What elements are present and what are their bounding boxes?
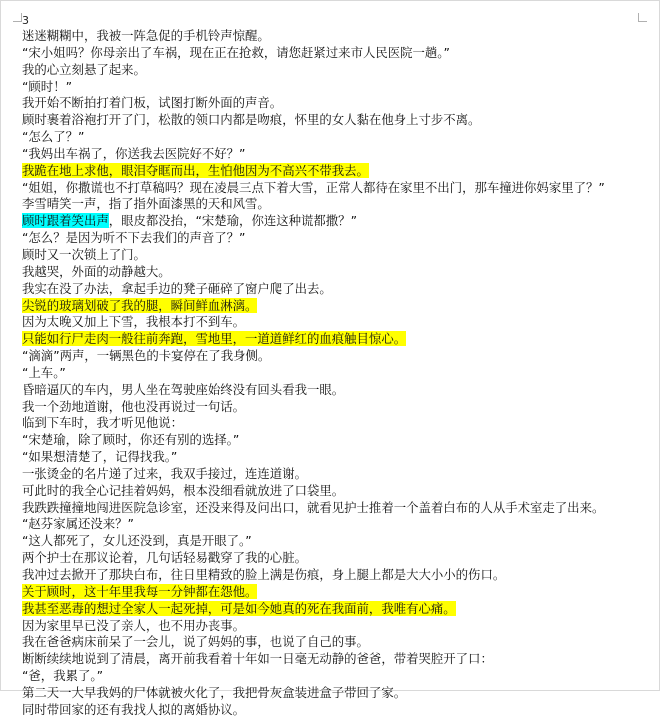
paragraph-line bbox=[22, 247, 652, 264]
paragraph-line bbox=[22, 601, 652, 618]
paragraph-line bbox=[22, 651, 652, 668]
text-run: “这人都死了，女儿还没到，真是开眼了。” bbox=[22, 533, 252, 549]
paragraph-line bbox=[22, 533, 652, 550]
paragraph-line bbox=[22, 180, 652, 197]
text-run: “怎么了？” bbox=[22, 129, 85, 145]
paragraph-line bbox=[22, 264, 652, 281]
margin-corner-mark-left bbox=[13, 13, 22, 22]
text-run: “宋小姐吗？你母亲出了车祸，现在正在抢救，请您赶紧过来市人民医院一趟。” bbox=[22, 44, 450, 60]
text-run: 迷迷糊糊中，我被一阵急促的手机铃声惊醒。 bbox=[22, 28, 270, 43]
paragraph-line bbox=[22, 213, 652, 230]
document-body bbox=[22, 28, 652, 719]
text-run: “顾时！” bbox=[22, 78, 73, 94]
paragraph-line bbox=[22, 146, 652, 163]
text-run: 我实在没了办法，拿起手边的凳子砸碎了窗户爬了出去。 bbox=[22, 280, 332, 296]
paragraph-line bbox=[22, 45, 652, 62]
paragraph-line bbox=[22, 618, 652, 635]
paragraph-line bbox=[22, 79, 652, 96]
text-run: 一张烫金的名片递了过来，我双手接过，连连道谢。 bbox=[22, 465, 307, 481]
paragraph-line bbox=[22, 365, 652, 382]
paragraph-line bbox=[22, 62, 652, 79]
text-run: “上车。” bbox=[22, 364, 66, 380]
paragraph-line bbox=[22, 28, 652, 45]
paragraph-line bbox=[22, 432, 652, 449]
paragraph-line bbox=[22, 685, 652, 702]
text-run: 我越哭，外面的动静越大。 bbox=[22, 263, 171, 279]
text-run: “如果想清楚了，记得找我。” bbox=[22, 449, 178, 465]
page-number: 3 bbox=[22, 14, 29, 27]
text-run: 第二天一大早我妈的尸体就被火化了，我把骨灰盒装进盒子带回了家。 bbox=[22, 684, 407, 700]
text-run: 李雪晴笑一声，指了指外面漆黑的天和风雪。 bbox=[22, 196, 270, 212]
text-run: 我冲过去掀开了那块白布，往日里精致的脸上满是伤痕，身上腿上都是大大小小的伤口。 bbox=[22, 567, 506, 582]
highlighted-text: 我跪在地上求他，眼泪夺眶而出，生怕他因为不高兴不带我去。 bbox=[22, 162, 369, 178]
paragraph-line bbox=[22, 584, 652, 601]
text-run: 同时带回家的还有我找人拟的离婚协议。 bbox=[22, 701, 246, 717]
text-run: 临到下车时，我才听见他说： bbox=[22, 415, 184, 431]
paragraph-line bbox=[22, 331, 652, 348]
paragraph-line bbox=[22, 163, 652, 180]
text-run: 顾时又一次锁上了门。 bbox=[22, 246, 146, 262]
paragraph-line bbox=[22, 298, 652, 315]
paragraph-line bbox=[22, 382, 652, 399]
text-run: 断断续续地说到了清晨，离开前我看着十年如一日毫无动静的爸爸，带着哭腔开了口： bbox=[22, 651, 493, 667]
highlighted-text: 我甚至恶毒的想过全家人一起死掉，可是如今她真的死在我面前，我唯有心痛。 bbox=[22, 600, 456, 616]
paragraph-line bbox=[22, 516, 652, 533]
text-run: “姐姐，你撒谎也不打草稿吗？现在凌晨三点下着大雪，正常人都待在家里不出门，那车撞进你妈家里了？” bbox=[22, 179, 605, 195]
text-run: 我跌跌撞撞地闯进医院急诊室，还没来得及问出口，就看见护士推着一个盖着白布的人从手术室走了出来。 bbox=[22, 499, 605, 515]
text-run: 因为太晚又加上下雪，我根本打不到车。 bbox=[22, 314, 246, 330]
highlighted-text: 关于顾时，这十年里我每一分钟都在怨他。 bbox=[22, 583, 258, 599]
text-run: 我在爸爸病床前呆了一会儿，说了妈妈的事，也说了自己的事。 bbox=[22, 634, 369, 650]
text-run: “我妈出车祸了，你送我去医院好不好？” bbox=[22, 145, 246, 161]
paragraph-line bbox=[22, 634, 652, 651]
paragraph-line bbox=[22, 196, 652, 213]
text-run: 我开始不断拍打着门板，试图打断外面的声音。 bbox=[22, 95, 283, 111]
text-run: 顾时裹着浴袍打开了门，松散的领口内都是吻痕，怀里的女人黏在他身上寸步不离。 bbox=[22, 112, 481, 128]
text-run: 我的心立刻悬了起来。 bbox=[22, 61, 146, 77]
highlighted-text: 顾时跟着笑出声 bbox=[22, 213, 109, 229]
text-run: “赵芬家属还没来？” bbox=[22, 516, 134, 532]
paragraph-line bbox=[22, 449, 652, 466]
text-run: 可此时的我全心记挂着妈妈，根本没细看就放进了口袋里。 bbox=[22, 482, 345, 498]
paragraph-line bbox=[22, 550, 652, 567]
paragraph-line bbox=[22, 348, 652, 365]
text-run: 两个护士在那议论着，几句话轻易戳穿了我的心脏。 bbox=[22, 550, 307, 566]
highlighted-text: 尖锐的玻璃划破了我的腿，瞬间鲜血淋漓。 bbox=[22, 297, 258, 313]
paragraph-line bbox=[22, 112, 652, 129]
text-run: “滴滴”两声，一辆黑色的卡宴停在了我身侧。 bbox=[22, 348, 271, 364]
text-run: 因为家里早已没了亲人，也不用办丧事。 bbox=[22, 617, 246, 633]
paragraph-line bbox=[22, 500, 652, 517]
paragraph-line bbox=[22, 415, 652, 432]
paragraph-line bbox=[22, 702, 652, 719]
paragraph-line bbox=[22, 483, 652, 500]
text-run: 我一个劲地道谢，他也没再说过一句话。 bbox=[22, 398, 246, 414]
paragraph-line bbox=[22, 668, 652, 685]
text-run: ，眼皮都没抬，“宋楚瑜，你连这种谎都撒？” bbox=[108, 213, 357, 229]
paragraph-line bbox=[22, 567, 652, 584]
highlighted-text: 只能如行尸走肉一般往前奔跑，雪地里，一道道鲜红的血痕触目惊心。 bbox=[22, 331, 407, 347]
text-run: “爸，我累了。” bbox=[22, 668, 103, 684]
paragraph-line bbox=[22, 281, 652, 298]
text-run: 昏暗逼仄的车内，男人坐在驾驶座始终没有回头看我一眼。 bbox=[22, 381, 345, 397]
paragraph-line bbox=[22, 95, 652, 112]
paragraph-line bbox=[22, 399, 652, 416]
text-run: “宋楚瑜，除了顾时，你还有别的选择。” bbox=[22, 432, 240, 448]
paragraph-line bbox=[22, 230, 652, 247]
paragraph-line bbox=[22, 466, 652, 483]
text-run: “怎么？是因为听不下去我们的声音了？” bbox=[22, 230, 246, 246]
paragraph-line bbox=[22, 129, 652, 146]
paragraph-line bbox=[22, 314, 652, 331]
document-page bbox=[22, 13, 652, 719]
